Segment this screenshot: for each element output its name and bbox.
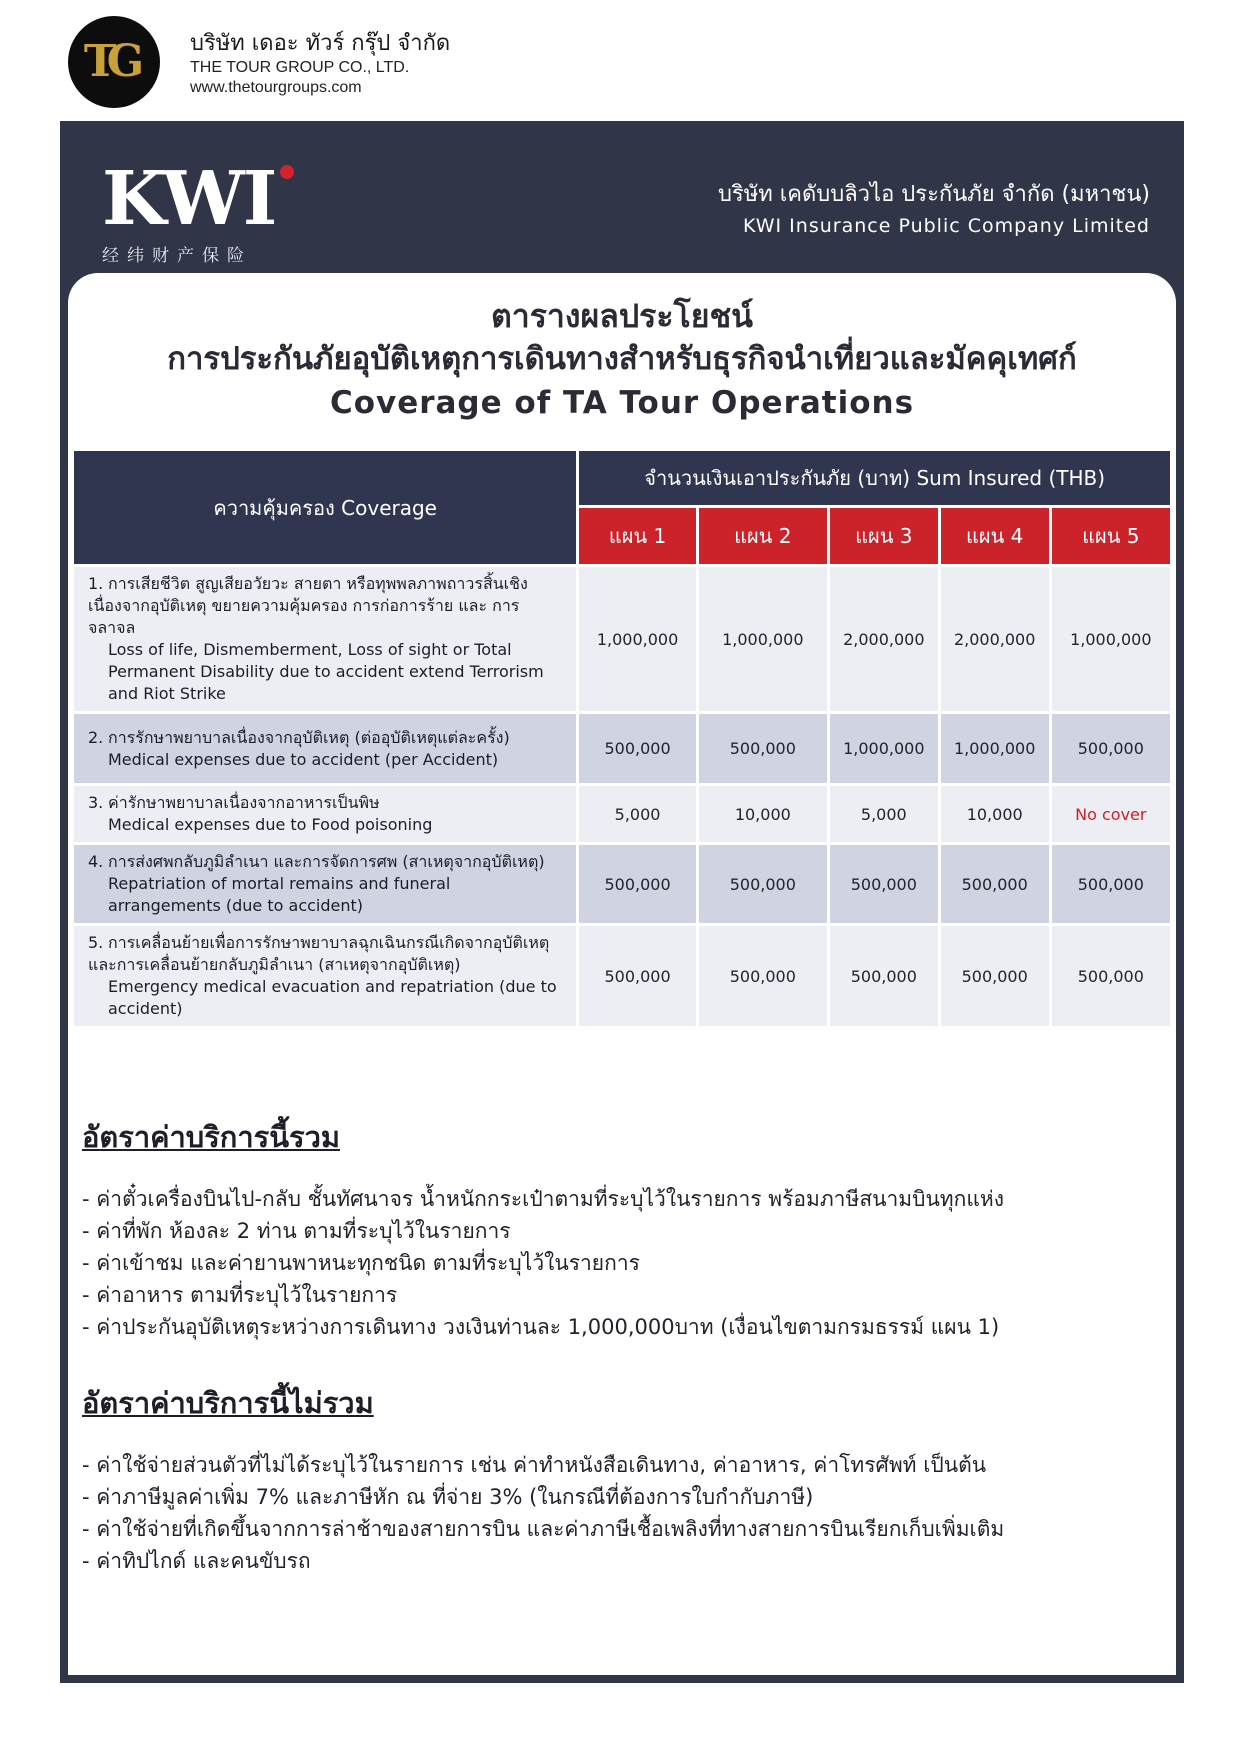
tour-company-name-th: บริษัท เดอะ ทัวร์ กรุ๊ป จำกัด: [190, 31, 451, 56]
coverage-text-th: การรักษาพยาบาลเนื่องจากอุบัติเหตุ (ต่ออุบัติเหตุแต่ละครั้ง): [108, 727, 510, 747]
coverage-text-en: Loss of life, Dismemberment, Loss of sight or Total Permanent Disability due to accident extend Terrorism and Riot Strike: [108, 640, 544, 703]
coverage-column-header: ความคุ้มครอง Coverage: [74, 451, 579, 567]
tour-company-logo: [68, 16, 160, 108]
plan-header: แผน 4: [941, 508, 1052, 567]
row-number: 3.: [88, 793, 104, 812]
excluded-section: [82, 1383, 1004, 1577]
content-sheet: [68, 273, 1176, 1675]
row-number: 2.: [88, 727, 104, 747]
coverage-cell: [74, 786, 579, 845]
value-cell: 500,000: [1052, 926, 1170, 1029]
table-row: [74, 567, 1170, 714]
list-item: - ค่าเข้าชม และค่ายานพาหนะทุกชนิด ตามที่ระบุไว้ในรายการ: [82, 1251, 640, 1275]
coverage-text-en: Medical expenses due to accident (per Accident): [108, 749, 499, 769]
included-section: [82, 1117, 1004, 1343]
excluded-list: [82, 1449, 1004, 1577]
kwi-logo: [102, 156, 276, 266]
coverage-cell: [74, 926, 579, 1029]
coverage-table: [74, 451, 1170, 1029]
list-item: - ค่าอาหาร ตามที่ระบุไว้ในรายการ: [82, 1283, 398, 1307]
kwi-logo-chinese: 经纬财产保险: [102, 246, 252, 266]
value-cell: 500,000: [579, 714, 698, 786]
value-cell: 500,000: [579, 926, 698, 1029]
tour-company-name-en: THE TOUR GROUP CO., LTD.: [190, 59, 410, 76]
value-cell: 500,000: [1052, 714, 1170, 786]
value-cell: 500,000: [1052, 845, 1170, 926]
tour-company-header: [68, 16, 668, 108]
coverage-text-th: การเสียชีวิต สูญเสียอวัยวะ สายตา หรือทุพพลภาพถาวรสิ้นเชิงเนื่องจากอุบัติเหตุ ขยายความคุ้มครอง การก่อการร้าย และ การจลาจล: [88, 574, 528, 637]
value-cell: 1,000,000: [699, 567, 830, 714]
value-cell: 1,000,000: [941, 714, 1052, 786]
value-cell: 10,000: [941, 786, 1052, 845]
list-item: - ค่าภาษีมูลค่าเพิ่ม 7% และภาษีหัก ณ ที่จ่าย 3% (ในกรณีที่ต้องการใบกำกับภาษี): [82, 1485, 814, 1509]
table-row: [74, 786, 1170, 845]
tour-company-logo-letters: TG: [83, 36, 135, 87]
coverage-text-th: การส่งศพกลับภูมิลำเนา และการจัดการศพ (สาเหตุจากอุบัติเหตุ): [108, 852, 545, 871]
coverage-text-en: Medical expenses due to Food poisoning: [108, 815, 433, 834]
coverage-cell: [74, 567, 579, 714]
list-item: - ค่าใช้จ่ายส่วนตัวที่ไม่ได้ระบุไว้ในรายการ เช่น ค่าทำหนังสือเดินทาง, ค่าอาหาร, ค่าโทรศัพท์ เป็นต้น: [82, 1453, 987, 1477]
list-item: - ค่าที่พัก ห้องละ 2 ท่าน ตามที่ระบุไว้ในรายการ: [82, 1219, 511, 1243]
value-cell: 1,000,000: [1052, 567, 1170, 714]
table-row: [74, 845, 1170, 926]
value-cell: 500,000: [830, 926, 941, 1029]
list-item: - ค่าใช้จ่ายที่เกิดขึ้นจากการล่าช้าของสายการบิน และค่าภาษีเชื้อเพลิงที่ทางสายการบินเรียกเก็บเพิ่มเติม: [82, 1517, 1005, 1541]
row-number: 4.: [88, 852, 104, 871]
coverage-cell: [74, 714, 579, 786]
included-heading: อัตราค่าบริการนี้รวม: [82, 1120, 340, 1154]
value-cell: 1,000,000: [579, 567, 698, 714]
value-cell: 1,000,000: [830, 714, 941, 786]
coverage-text-th: ค่ารักษาพยาบาลเนื่องจากอาหารเป็นพิษ: [108, 793, 380, 812]
value-cell: 500,000: [579, 845, 698, 926]
no-cover-cell: No cover: [1052, 786, 1170, 845]
value-cell: 500,000: [699, 845, 830, 926]
coverage-text-en: Emergency medical evacuation and repatriation (due to accident): [108, 977, 557, 1018]
value-cell: 10,000: [699, 786, 830, 845]
row-number: 5.: [88, 933, 104, 952]
title-line-3: Coverage of TA Tour Operations: [329, 385, 915, 421]
plan-header: แผน 1: [579, 508, 698, 567]
kwi-logo-dot: [280, 165, 294, 179]
excluded-heading: อัตราค่าบริการนี้ไม่รวม: [82, 1386, 374, 1420]
row-number: 1.: [88, 574, 104, 593]
coverage-cell: [74, 845, 579, 926]
plan-header: แผน 3: [830, 508, 941, 567]
plan-header: แผน 2: [699, 508, 830, 567]
value-cell: 5,000: [579, 786, 698, 845]
list-item: - ค่าทิปไกด์ และคนขับรถ: [82, 1549, 311, 1573]
value-cell: 2,000,000: [830, 567, 941, 714]
document-title: [68, 273, 1176, 425]
coverage-text-th: การเคลื่อนย้ายเพื่อการรักษาพยาบาลฉุกเฉินกรณีเกิดจากอุบัติเหตุ และการเคลื่อนย้ายกลับภูมิลำเนา (สาเหตุจากอุบัติเหตุ): [88, 933, 550, 974]
included-list: [82, 1183, 1004, 1343]
insurer-name-th: บริษัท เคดับบลิวไอ ประกันภัย จำกัด (มหาชน): [717, 182, 1150, 207]
kwi-logo-text: [102, 156, 276, 242]
table-row: [74, 714, 1170, 786]
tour-company-text: [190, 30, 450, 98]
sum-insured-header: จำนวนเงินเอาประกันภัย (บาท) Sum Insured (THB): [579, 451, 1170, 508]
value-cell: 500,000: [941, 845, 1052, 926]
kwi-logo-word: KWI: [102, 156, 276, 242]
value-cell: 500,000: [699, 926, 830, 1029]
plan-header: แผน 5: [1052, 508, 1170, 567]
value-cell: 5,000: [830, 786, 941, 845]
coverage-text-en: Repatriation of mortal remains and funeral arrangements (due to accident): [108, 874, 451, 915]
tour-company-website[interactable]: www.thetourgroups.com: [190, 79, 362, 96]
value-cell: 500,000: [941, 926, 1052, 1029]
table-row: [74, 926, 1170, 1029]
title-line-1: ตารางผลประโยชน์: [490, 297, 754, 335]
value-cell: 2,000,000: [941, 567, 1052, 714]
insurer-name-en: KWI Insurance Public Company Limited: [742, 215, 1150, 237]
list-item: - ค่าตั๋วเครื่องบินไป-กลับ ชั้นทัศนาจร น้ำหนักกระเป๋าตามที่ระบุไว้ในรายการ พร้อมภาษีสนามบินทุกแห่ง: [82, 1187, 1005, 1211]
list-item: - ค่าประกันอุบัติเหตุระหว่างการเดินทาง วงเงินท่านละ 1,000,000บาท (เงื่อนไขตามกรมธรรม์ แผน 1): [82, 1315, 1000, 1339]
insurance-panel: [60, 121, 1184, 1683]
value-cell: 500,000: [699, 714, 830, 786]
value-cell: 500,000: [830, 845, 941, 926]
insurer-name: [718, 179, 1150, 241]
title-line-2: การประกันภัยอุบัติเหตุการเดินทางสำหรับธุรกิจนำเที่ยวและมัคคุเทศก์: [167, 341, 1077, 377]
